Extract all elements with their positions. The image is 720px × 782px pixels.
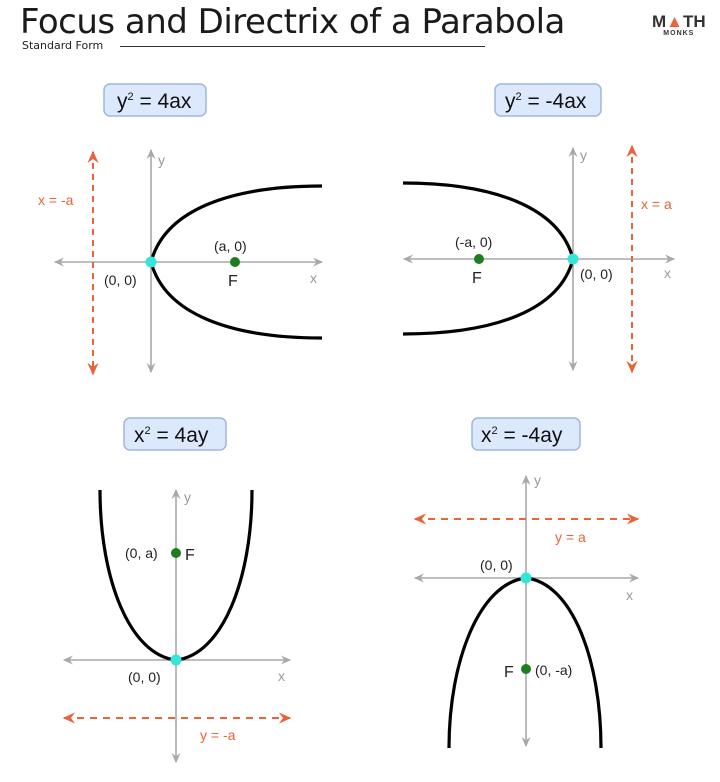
directrix-label: y = a [555, 529, 586, 545]
focus-name: F [472, 270, 482, 287]
focus-name: F [185, 547, 195, 564]
focus-point [521, 664, 531, 674]
focus-point [171, 548, 181, 558]
x-axis-label: x [664, 265, 671, 281]
directrix-label: x = -a [38, 192, 74, 208]
focus-label: (0, -a) [535, 662, 573, 678]
vertex-point [146, 257, 157, 268]
focus-label: (-a, 0) [455, 234, 493, 250]
y-axis-label: y [158, 152, 165, 168]
parabola-curve [449, 578, 601, 748]
page-title: Focus and Directrix of a Parabola [20, 2, 565, 42]
x-axis-label: x [278, 668, 285, 684]
equation: $y^2 = 4ax$ [117, 90, 192, 113]
directrix-label: x = a [641, 196, 672, 212]
panel-y2-neg4ax [403, 84, 674, 372]
vertex-label: (0, 0) [480, 557, 513, 573]
logo-bottom: MONKS [663, 30, 695, 37]
x-axis-label: x [310, 270, 317, 286]
panel-x2-4ay [64, 418, 290, 762]
focus-name: F [228, 273, 238, 290]
focus-point [474, 254, 484, 264]
focus-label: (0, a) [125, 545, 158, 561]
x-axis-label: x [626, 587, 633, 603]
focus-label: (a, 0) [214, 238, 247, 254]
y-axis-label: y [580, 147, 587, 163]
equation: $x^2 = -4ay$ [481, 424, 563, 447]
logo-top: M▲TH [652, 12, 706, 31]
directrix-label: y = -a [200, 727, 236, 743]
vertex-point [171, 655, 182, 666]
y-axis-label: y [184, 489, 191, 505]
focus-point [230, 257, 240, 267]
focus-name: F [504, 664, 514, 681]
page-subtitle: Standard Form [22, 39, 104, 52]
vertex-label: (0, 0) [128, 669, 161, 685]
equation: $y^2 = -4ax$ [505, 90, 587, 113]
vertex-point [568, 254, 579, 265]
equation: $x^2 = 4ay$ [134, 424, 209, 447]
y-axis-label: y [534, 472, 541, 488]
vertex-label: (0, 0) [104, 272, 137, 288]
vertex-label: (0, 0) [580, 266, 613, 282]
panel-y2-4ax [38, 84, 322, 374]
panel-x2-neg4ay [415, 418, 638, 748]
vertex-point [521, 573, 532, 584]
